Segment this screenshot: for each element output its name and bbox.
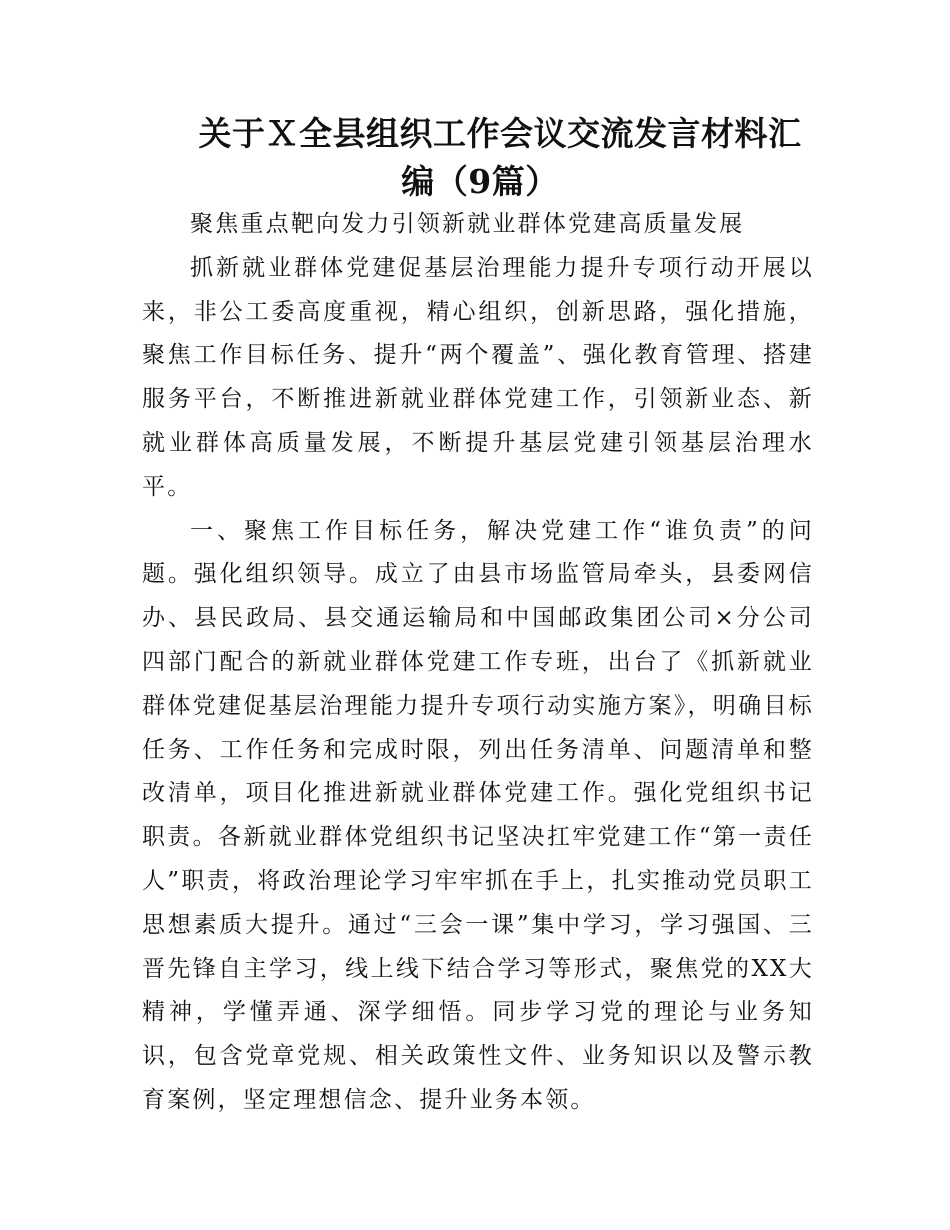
intro-paragraph: 抓新就业群体党建促基层治理能力提升专项行动开展以来，非公工委高度重视，精心组织，创新思路，强化措施，聚焦工作目标任务、提升“两个覆盖”、强化教育管理、搭建服务平台，不断推进新就业群体党建工作，引领新业态、新就业群体高质量发展，不断提升基层党建引领基层治理水平。	[142, 254, 814, 500]
document-title	[140, 110, 820, 206]
section-one-paragraph: 一、聚焦工作目标任务，解决党建工作“谁负责”的问题。强化组织领导。成立了由县市场监管局牵头，县委网信办、县民政局、县交通运输局和中国邮政集团公司×分公司四部门配合的新就业群体党建工作专班，出台了《抓新就业群体党建促基层治理能力提升专项行动实施方案》，明确目标任务、工作任务和完成时限，列出任务清单、问题清单和整改清单，项目化推进新就业群体党建工作。强化党组织书记职责。各新就业群体党组织书记坚决扛牢党建工作“第一责任人”职责，将政治理论学习牢牢抓在手上，扎实推动党员职工思想素质大提升。通过“三会一课”集中学习，学习强国、三晋先锋自主学习，线上线下结合学习等形式，聚焦党的XX大精神，学懂弄通、深学细悟。同步学习党的理论与业务知识，包含党章党规、相关政策性文件、业务知识以及警示教育案例，坚定理想信念、提升业务本领。	[142, 517, 814, 1113]
document-body	[142, 203, 814, 1123]
title-line-2: 编（9篇）	[401, 162, 559, 201]
subtitle-paragraph: 聚焦重点靶向发力引领新就业群体党建高质量发展	[190, 211, 745, 237]
title-line-1: 关于Ｘ全县组织工作会议交流发言材料汇	[198, 114, 802, 153]
